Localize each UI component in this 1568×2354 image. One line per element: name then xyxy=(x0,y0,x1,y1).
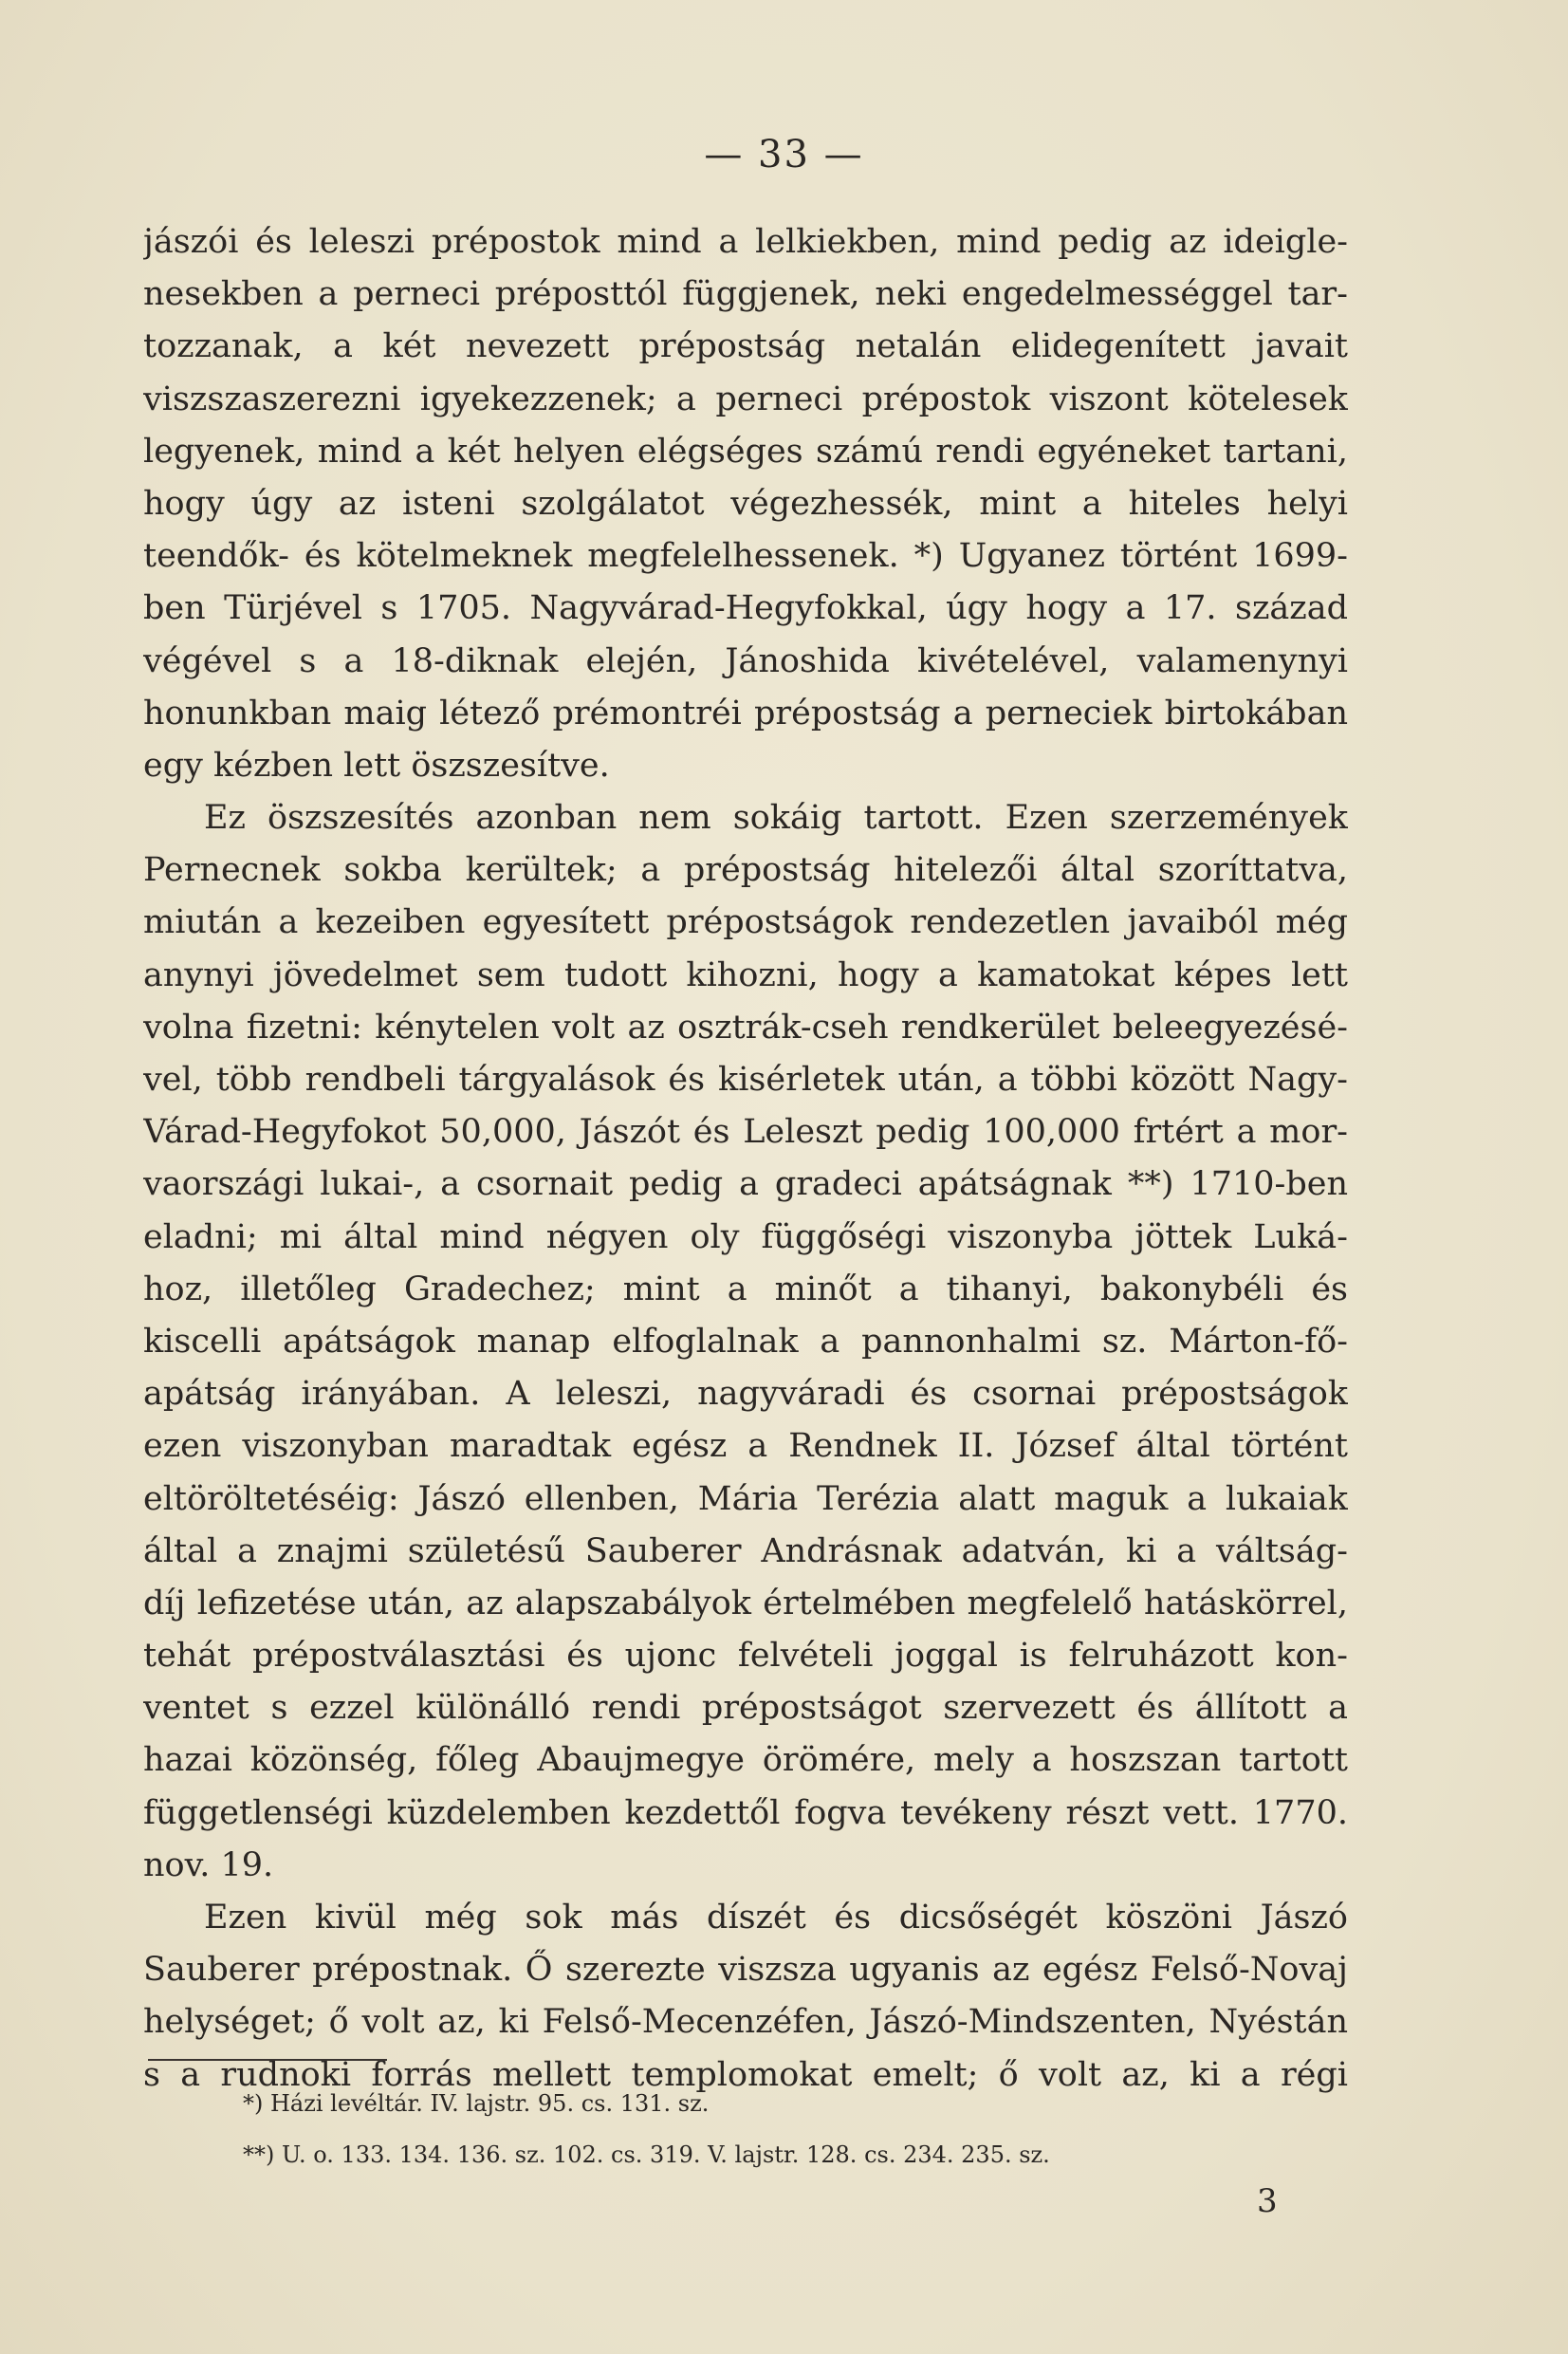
text-line: által a znajmi születésű Sauberer Andrásnak adatván, ki a váltság- xyxy=(143,1531,1348,1570)
text-line: függetlenségi küzdelemben kezdettől fogva tevékeny részt vett. 1770. xyxy=(143,1793,1348,1832)
text-line: kiscelli apátságok manap elfoglalnak a pannonhalmi sz. Márton-fő- xyxy=(143,1322,1348,1361)
text-line: nesekben a perneci préposttól függjenek, neki engedelmességgel tar- xyxy=(143,275,1348,314)
text-line: honunkban maig létező prémontréi prépostság a perneciek birtokában xyxy=(143,694,1348,732)
text-line: eltöröltetéséig: Jászó ellenben, Mária Terézia alatt maguk a lukaiak xyxy=(143,1479,1348,1518)
text-line: miután a kezeiben egyesített prépostságok rendezetlen javaiból még xyxy=(143,903,1348,942)
text-line: hazai közönség, főleg Abaujmegye örömére, mely a hoszszan tartott xyxy=(143,1741,1348,1780)
text-line: Várad-Hegyfokot 50,000, Jászót és Leleszt pedig 100,000 frtért a mor- xyxy=(143,1113,1348,1152)
text-line: s a rudnoki forrás mellett templomokat emelt; ő volt az, ki a régi xyxy=(143,2055,1348,2094)
text-line: legyenek, mind a két helyen elégséges számú rendi egyéneket tartani, xyxy=(143,432,1348,471)
text-line: viszszaszerezni igyekezzenek; a perneci prépostok viszont kötelesek xyxy=(143,380,1348,418)
signature-mark: 3 xyxy=(1257,2182,1278,2220)
body-text xyxy=(143,216,1348,2102)
text-line: végével s a 18-diknak elején, Jánoshida kivételével, valamenynyi xyxy=(143,641,1348,680)
text-line: egy kézben lett öszszesítve. xyxy=(143,746,610,785)
footnote-2: **) U. o. 133. 134. 136. sz. 102. cs. 319. V. lajstr. 128. cs. 234. 235. sz. xyxy=(243,2141,1050,2168)
footnote-1: *) Házi levéltár. IV. lajstr. 95. cs. 131. sz. xyxy=(243,2090,710,2117)
text-line: tehát prépostválasztási és ujonc felvételi joggal is felruházott kon- xyxy=(143,1637,1348,1676)
text-line: Ez öszszesítés azonban nem sokáig tartott. Ezen szerzemények xyxy=(204,799,1348,838)
text-line: vel, több rendbeli tárgyalások és kisérletek után, a többi között Nagy- xyxy=(143,1061,1348,1099)
text-line: teendők- és kötelmeknek megfelelhessenek. *) Ugyanez történt 1699- xyxy=(143,537,1348,576)
text-line: helységet; ő volt az, ki Felső-Mecenzéfen, Jászó-Mindszenten, Nyéstán xyxy=(143,2003,1348,2042)
text-line: Sauberer prépostnak. Ő szerezte viszsza ugyanis az egész Felső-Novaj xyxy=(143,1951,1348,1990)
text-line: ventet s ezzel különálló rendi prépostságot szervezett és állított a xyxy=(143,1689,1348,1728)
footnote-divider xyxy=(148,2059,387,2061)
text-line: hogy úgy az isteni szolgálatot végezhessék, mint a hiteles helyi xyxy=(143,484,1348,523)
text-line: jászói és leleszi prépostok mind a lelkiekben, mind pedig az ideigle- xyxy=(143,223,1348,261)
text-line: vaországi lukai-, a csornait pedig a gradeci apátságnak **) 1710-ben xyxy=(143,1165,1348,1204)
page-number: — 33 — xyxy=(704,133,864,176)
text-line: apátság irányában. A leleszi, nagyváradi és csornai prépostságok xyxy=(143,1375,1348,1414)
text-line: Ezen kivül még sok más díszét és dicsőségét köszöni Jászó xyxy=(204,1899,1348,1937)
text-line: hoz, illetőleg Gradechez; mint a minőt a tihanyi, bakonybéli és xyxy=(143,1270,1348,1308)
text-line: eladni; mi által mind négyen oly függőségi viszonyba jöttek Luká- xyxy=(143,1217,1348,1256)
text-line: ben Türjével s 1705. Nagyvárad-Hegyfokkal, úgy hogy a 17. század xyxy=(143,589,1348,628)
footnotes xyxy=(243,2078,1343,2180)
text-line: volna fizetni: kénytelen volt az osztrák-cseh rendkerület beleegyezésé- xyxy=(143,1008,1348,1047)
text-line: nov. 19. xyxy=(143,1845,274,1884)
text-line: Pernecnek sokba kerültek; a prépostság hitelezői által szoríttatva, xyxy=(143,851,1348,890)
text-line: ezen viszonyban maradtak egész a Rendnek II. József által történt xyxy=(143,1427,1348,1466)
text-line: tozzanak, a két nevezett prépostság netalán elidegenített javait xyxy=(143,327,1348,366)
text-line: díj lefizetése után, az alapszabályok értelmében megfelelő hatáskörrel, xyxy=(143,1584,1348,1622)
text-line: anynyi jövedelmet sem tudott kihozni, hogy a kamatokat képes lett xyxy=(143,955,1348,994)
